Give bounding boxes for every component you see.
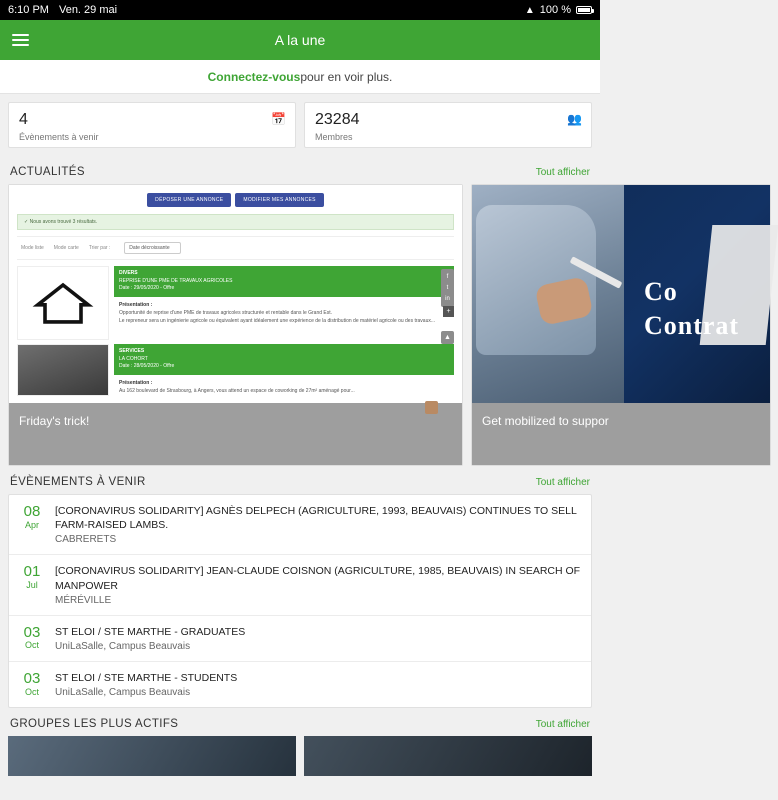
event-month: Jul bbox=[26, 580, 38, 591]
event-body bbox=[55, 504, 581, 545]
embedded-listing-2-title: LA COHORT bbox=[119, 355, 148, 362]
news-card-1-caption: Friday's trick! bbox=[9, 403, 462, 465]
event-title: ST ELOI / STE MARTHE - STUDENTS bbox=[55, 671, 238, 684]
page-title: A la une bbox=[274, 32, 326, 48]
embedded-listing-2-body bbox=[114, 344, 454, 399]
embedded-listing-1-section-label: Présentation : bbox=[119, 301, 153, 308]
event-date bbox=[19, 671, 45, 698]
event-day: 01 bbox=[23, 563, 41, 581]
event-day: 03 bbox=[23, 623, 41, 641]
event-day: 03 bbox=[23, 669, 41, 687]
embedded-listing-1-category: DIVERS bbox=[119, 270, 138, 276]
embedded-sort-label: Trier par : bbox=[88, 245, 111, 251]
house-icon bbox=[36, 282, 90, 324]
stat-label-events: Évènements à venir bbox=[19, 132, 99, 142]
stat-card-events[interactable] bbox=[8, 102, 296, 148]
stat-card-members[interactable] bbox=[304, 102, 592, 148]
embedded-listing-1-text bbox=[114, 297, 454, 329]
embedded-results-text: Nous avons trouvé 3 résultats. bbox=[29, 219, 98, 225]
embedded-listing-2-line1: Au 162 boulevard de Strasbourg, à Angers, vous attend un espace de coworking de 27m² aménagé pour... bbox=[119, 387, 355, 394]
event-month: Apr bbox=[24, 519, 39, 530]
groups-section-title: GROUPES LES PLUS ACTIFS bbox=[10, 718, 179, 731]
list-item[interactable] bbox=[9, 555, 591, 615]
battery-icon bbox=[576, 6, 592, 14]
embedded-listing-2-category: SERVICES bbox=[119, 348, 145, 354]
news-card-2-word-1: Co bbox=[644, 277, 678, 306]
login-prompt-text: pour en voir plus. bbox=[300, 69, 393, 84]
groups-carousel[interactable] bbox=[0, 736, 600, 776]
list-item[interactable] bbox=[9, 662, 591, 707]
embedded-results-alert bbox=[17, 214, 454, 230]
embedded-listing-1-header bbox=[114, 266, 454, 297]
news-card-1[interactable] bbox=[8, 184, 463, 466]
news-section-header bbox=[0, 156, 600, 184]
embedded-social-share-bar bbox=[441, 269, 454, 307]
status-bar-right bbox=[525, 4, 592, 16]
groups-section-header bbox=[0, 708, 600, 736]
login-link[interactable]: Connectez-vous bbox=[207, 69, 301, 84]
event-body bbox=[55, 671, 237, 698]
plus-icon: + bbox=[443, 306, 454, 317]
events-see-all-link[interactable]: Tout afficher bbox=[535, 476, 590, 488]
embedded-listing-1-body bbox=[114, 266, 454, 340]
news-see-all-link[interactable]: Tout afficher bbox=[535, 166, 590, 178]
scroll-to-top-icon: ▲ bbox=[441, 331, 454, 344]
status-bar bbox=[0, 0, 600, 20]
embedded-sort-select: Date décroissante bbox=[124, 242, 180, 254]
embedded-avatar bbox=[425, 401, 438, 414]
login-prompt-bar bbox=[0, 60, 600, 94]
embedded-website-screenshot bbox=[9, 185, 462, 403]
event-month: Oct bbox=[24, 640, 39, 651]
event-date bbox=[19, 625, 45, 652]
event-title: [CORONAVIRUS SOLIDARITY] JEAN-CLAUDE COISNON (AGRICULTURE, 1985, BEAUVAIS) IN SEARCH OF MANPOWER bbox=[55, 565, 581, 592]
embedded-listing-2-header bbox=[114, 344, 454, 375]
status-date: Ven. 29 mai bbox=[58, 4, 118, 16]
event-title: ST ELOI / STE MARTHE - GRADUATES bbox=[55, 625, 246, 638]
embedded-listing-1-title: REPRISE D'UNE PME DE TRAVAUX AGRICOLES bbox=[119, 277, 233, 284]
embedded-listing-1 bbox=[17, 266, 454, 340]
event-day: 08 bbox=[23, 503, 41, 520]
embedded-edit-ads-button: MODIFIER MES ANNONCES bbox=[235, 193, 323, 207]
news-card-2-word-2: Contrat bbox=[644, 311, 740, 340]
news-card-1-image bbox=[9, 185, 462, 403]
embedded-listing-2 bbox=[17, 344, 454, 399]
facebook-icon: f bbox=[446, 274, 449, 280]
embedded-listing-1-line2: Le repreneur sera un ingénierie agricole ou équivalent ayant idéalement une expérience de la distribution de matériel agricole ou des travaux... bbox=[119, 317, 436, 324]
event-body bbox=[55, 564, 581, 605]
embedded-listing-1-line1: Opportunité de reprise d'une PME de travaux agricoles structurée et rentable dans le Grand Est. bbox=[119, 309, 333, 316]
battery-percent: 100 % bbox=[539, 4, 571, 16]
embedded-toolbar bbox=[17, 236, 454, 260]
news-carousel[interactable] bbox=[0, 184, 740, 466]
event-title: [CORONAVIRUS SOLIDARITY] AGNÈS DELPECH (AGRICULTURE, 1993, BEAUVAIS) CONTINUES TO SELL FARM-RAISED LAMBS. bbox=[55, 505, 577, 532]
group-card-1-image bbox=[8, 736, 296, 776]
app-bar bbox=[0, 20, 600, 60]
stats-row bbox=[0, 94, 600, 156]
embedded-listing-2-date: Date : 28/05/2020 - Offre bbox=[119, 363, 175, 369]
groups-see-all-link[interactable]: Tout afficher bbox=[535, 718, 590, 730]
event-date bbox=[19, 564, 45, 605]
list-item[interactable] bbox=[9, 495, 591, 555]
embedded-listing-2-section-label: Présentation : bbox=[119, 379, 153, 386]
news-card-2-image bbox=[472, 185, 770, 403]
event-body bbox=[55, 625, 245, 652]
embedded-listing-1-thumb bbox=[17, 266, 109, 340]
linkedin-icon: in bbox=[445, 296, 450, 302]
event-date bbox=[19, 504, 45, 545]
embedded-listing-1-date: Date : 29/05/2020 - Offre bbox=[119, 285, 175, 291]
main-scroll-content[interactable] bbox=[0, 94, 740, 800]
stat-value-members: 23284 bbox=[315, 111, 360, 128]
calendar-icon: 📅 bbox=[271, 112, 286, 126]
event-location: UniLaSalle, Campus Beauvais bbox=[55, 687, 191, 699]
news-card-2-caption: Get mobilized to suppor bbox=[472, 403, 770, 465]
stat-value-events: 4 bbox=[19, 111, 28, 128]
embedded-listing-2-text bbox=[114, 375, 454, 399]
events-section-header bbox=[0, 466, 600, 494]
event-month: Oct bbox=[24, 686, 39, 697]
twitter-icon: t bbox=[446, 285, 449, 291]
group-card-2[interactable] bbox=[304, 736, 592, 776]
members-icon: 👥 bbox=[567, 112, 582, 126]
event-location: UniLaSalle, Campus Beauvais bbox=[55, 640, 191, 652]
embedded-listing-2-thumb bbox=[17, 344, 109, 396]
news-card-2-artwork bbox=[472, 185, 770, 403]
news-card-2[interactable] bbox=[471, 184, 771, 466]
events-section-title: ÉVÈNEMENTS À VENIR bbox=[10, 476, 146, 488]
news-section-title: ACTUALITÉS bbox=[10, 166, 85, 178]
status-time: 6:10 PM bbox=[8, 4, 49, 16]
group-card-2-image bbox=[304, 736, 592, 776]
list-item[interactable] bbox=[9, 616, 591, 662]
event-location: MÉRÉVILLE bbox=[55, 594, 112, 606]
embedded-check-icon: ✓ bbox=[24, 219, 29, 225]
embedded-post-ad-button: DÉPOSER UNE ANNONCE bbox=[147, 193, 231, 207]
status-bar-left bbox=[8, 4, 117, 16]
wifi-icon: ▲ bbox=[524, 4, 535, 16]
events-list bbox=[8, 494, 592, 708]
group-card-1[interactable] bbox=[8, 736, 296, 776]
embedded-mode-liste: Mode liste bbox=[21, 245, 44, 251]
event-location: CABRERETS bbox=[55, 534, 117, 546]
embedded-mode-carte: Mode carte bbox=[53, 245, 79, 251]
stat-label-members: Membres bbox=[315, 132, 353, 142]
embedded-button-row bbox=[9, 185, 462, 207]
